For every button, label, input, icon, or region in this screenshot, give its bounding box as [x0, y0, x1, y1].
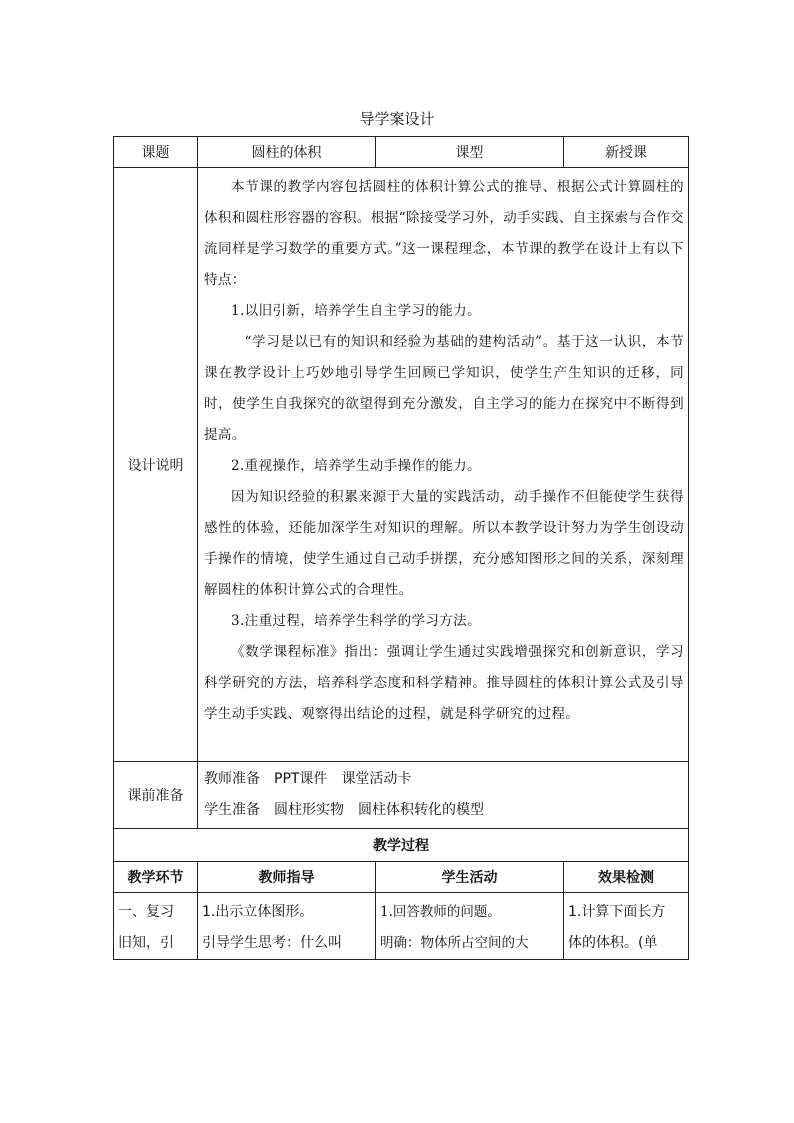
col-header-stage: 教学环节 [114, 862, 198, 893]
type-value: 新授课 [564, 137, 689, 168]
process-title: 教学过程 [114, 829, 689, 862]
design-point-1: 1.以旧引新，培养学生自主学习的能力。 [231, 303, 481, 319]
col-header-teacher: 教师指导 [198, 862, 376, 893]
student-prep: 学生准备 圆柱形实物 圆柱体积转化的模型 [204, 802, 484, 818]
design-label: 设计说明 [114, 168, 198, 762]
prep-row [114, 762, 689, 829]
prep-content [198, 762, 689, 829]
teacher-prep: 教师准备 PPT课件 课堂活动卡 [204, 771, 412, 787]
design-paragraph: 本节课的教学内容包括圆柱的体积计算公式的推导、根据公式计算圆柱的体积和圆柱形容器的容积。根据“除接受学习外，动手实践、自主探索与合作交流同样是学习数学的重要方式。”这一课程理念，本节课的教学在设计上有以下特点： [204, 179, 684, 288]
process-row [114, 893, 689, 960]
design-text [198, 168, 689, 762]
topic-label: 课题 [114, 137, 198, 168]
design-point-3: 3.注重过程，培养学生科学的学习方法。 [231, 613, 481, 629]
design-row [114, 168, 689, 762]
type-label: 课型 [376, 137, 564, 168]
prep-label: 课前准备 [114, 762, 198, 829]
design-paragraph: 因为知识经验的积累来源于大量的实践活动，动手操作不但能使学生获得感性的体验，还能加深学生对知识的理解。所以本教学设计努力为学生创设动手操作的情境，使学生通过自己动手拼摆，充分感知图形之间的关系，深刻理解圆柱的体积计算公式的合理性。 [204, 489, 684, 598]
stage-cell: 一、复习 旧知，引 [114, 893, 198, 960]
process-title-row [114, 829, 689, 862]
topic-value: 圆柱的体积 [198, 137, 376, 168]
design-paragraph: 《数学课程标准》指出：强调让学生通过实践增强探究和创新意识，学习科学研究的方法，培养科学态度和科学精神。推导圆柱的体积计算公式及引导学生动手实践、观察得出结论的过程，就是科学研究的过程。 [204, 644, 684, 722]
col-header-student: 学生活动 [376, 862, 564, 893]
teacher-guide-cell: 1.出示立体图形。 引导学生思考：什么叫 [198, 893, 376, 960]
student-activity-cell: 1.回答教师的问题。 明确：物体所占空间的大 [376, 893, 564, 960]
col-header-check: 效果检测 [564, 862, 689, 893]
lesson-plan-table [113, 136, 689, 960]
design-paragraph: “学习是以已有的知识和经验为基础的建构活动”。基于这一认识，本节课在教学设计上巧妙地引导学生回顾已学知识，使学生产生知识的迁移，同时，使学生自我探究的欲望得到充分激发，自主学习的能力在探究中不断得到提高。 [204, 334, 684, 443]
header-row [114, 137, 689, 168]
effect-check-cell: 1.计算下面长方 体的体积。(单 [564, 893, 689, 960]
document-title: 导学案设计 [359, 110, 435, 128]
process-header-row [114, 862, 689, 893]
design-point-2: 2.重视操作，培养学生动手操作的能力。 [231, 458, 481, 474]
